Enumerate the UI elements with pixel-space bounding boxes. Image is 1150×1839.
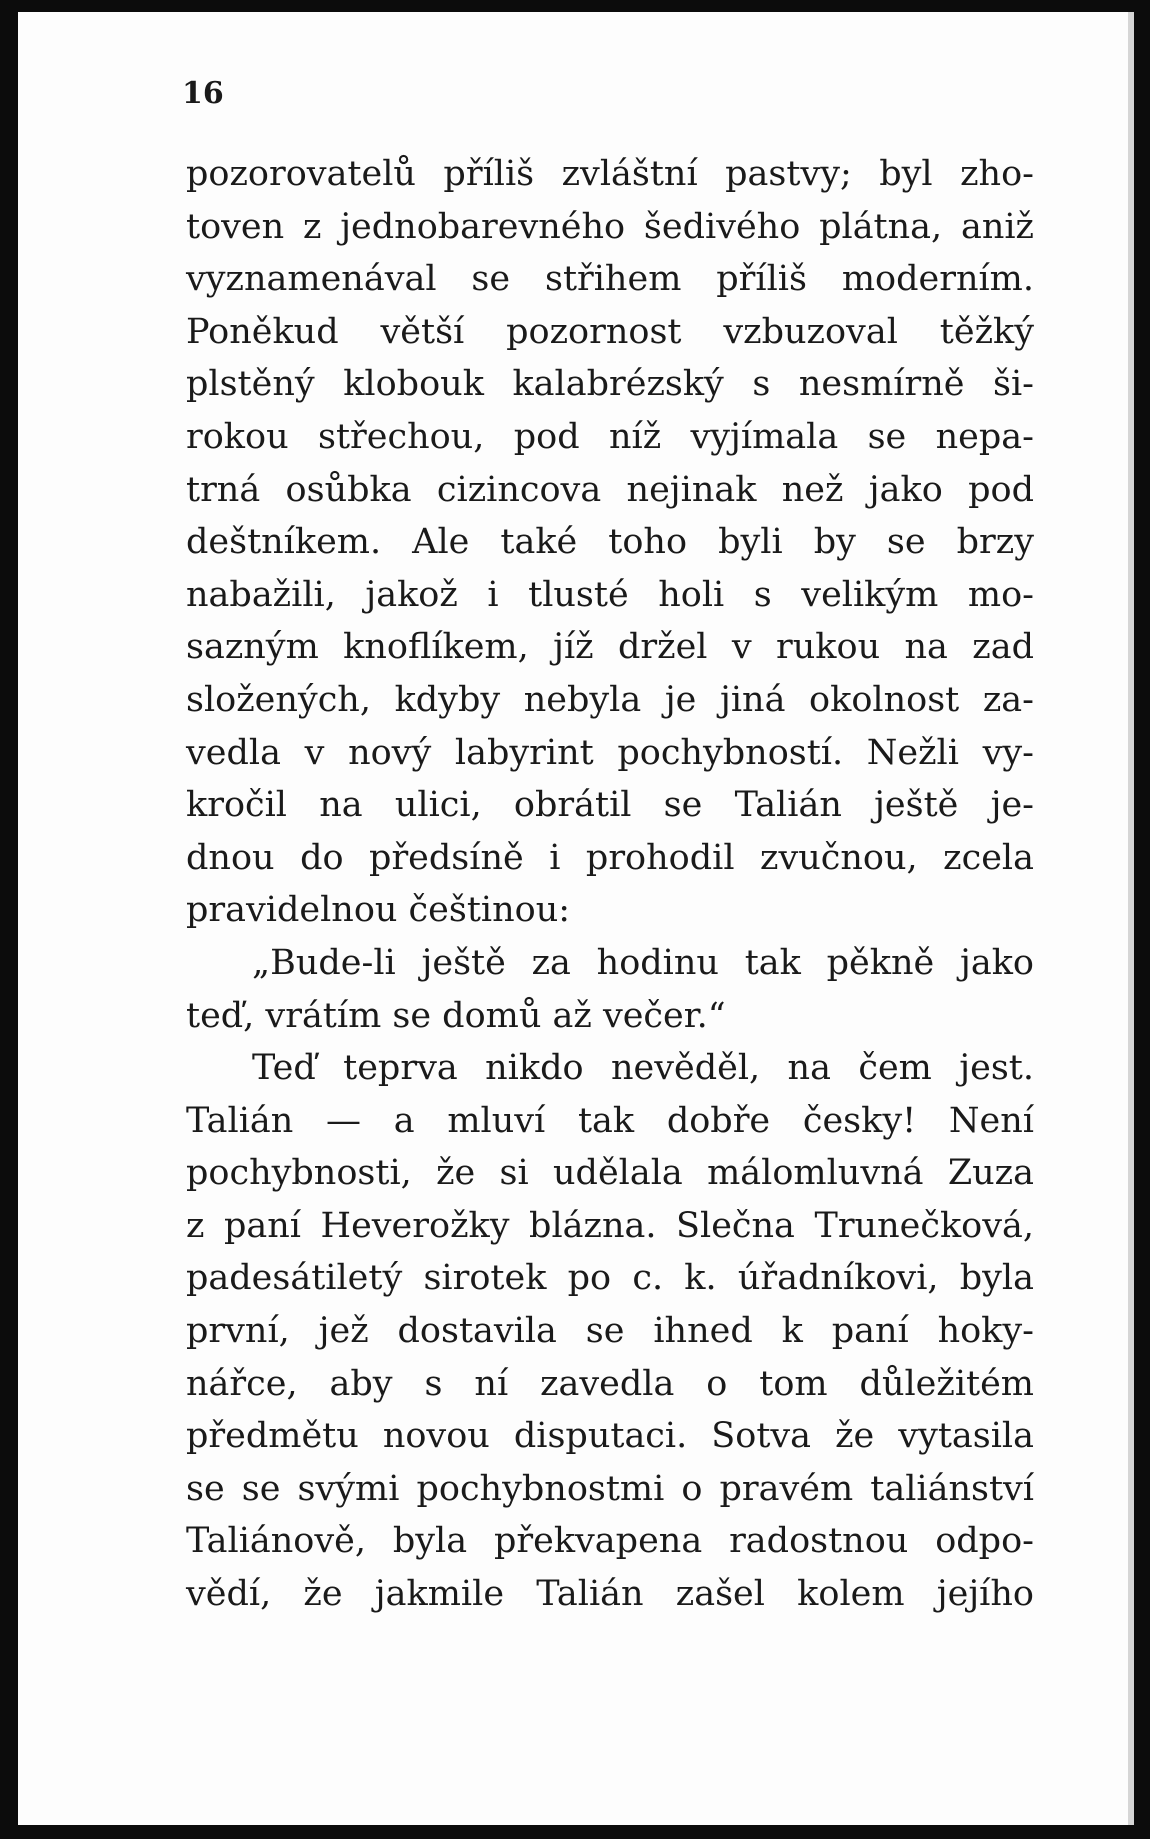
- text-line: kročil na ulici, obrátil se Talián ještě je-: [186, 785, 1034, 826]
- text-line: plstěný klobouk kalabrézský s nesmírně ši-: [186, 364, 1034, 405]
- text-line: vyznamenával se střihem příliš moderním.: [186, 259, 1034, 300]
- text-line: dnou do předsíně i prohodil zvučnou, zcela: [186, 837, 1034, 878]
- page-number: 16: [182, 76, 224, 111]
- text-line: se se svými pochybnostmi o pravém taliánství: [186, 1468, 1034, 1509]
- text-line: Talián — a mluví tak dobře česky! Není: [186, 1100, 1034, 1141]
- scan-edge-top: [0, 0, 1150, 12]
- text-line: složených, kdyby nebyla je jiná okolnost za-: [186, 679, 1034, 720]
- text-line: vedla v nový labyrint pochybností. Nežli vy-: [186, 732, 1034, 773]
- scan-edge-right: [1134, 0, 1150, 1839]
- text-line: první, jež dostavila se ihned k paní hoky-: [186, 1311, 1034, 1352]
- text-line: Poněkud větší pozornost vzbuzoval těžký: [186, 311, 1034, 352]
- page-gutter-shadow: [1128, 12, 1134, 1825]
- text-line: sazným knoflíkem, jíž držel v rukou na zad: [186, 627, 1034, 668]
- text-line: „Bude-li ještě za hodinu tak pěkně jako: [252, 942, 1034, 983]
- text-line: Teď teprva nikdo nevěděl, na čem jest.: [252, 1048, 1034, 1089]
- text-line: z paní Heverožky blázna. Slečna Trunečková,: [186, 1205, 1034, 1246]
- text-line: nabažili, jakož i tlusté holi s velikým mo-: [186, 574, 1034, 615]
- text-line: vědí, že jakmile Talián zašel kolem jejího: [186, 1574, 1034, 1615]
- text-line: předmětu novou disputaci. Sotva že vytasila: [186, 1416, 1034, 1457]
- text-line: trná osůbka cizincova nejinak než jako pod: [186, 469, 1034, 510]
- text-line: padesátiletý sirotek po c. k. úřadníkovi, byla: [186, 1258, 1034, 1299]
- scan-edge-left: [0, 0, 18, 1839]
- text-line: rokou střechou, pod níž vyjímala se nepa-: [186, 416, 1034, 457]
- scan-edge-bottom: [0, 1825, 1150, 1839]
- text-line: nářce, aby s ní zavedla o tom důležitém: [186, 1363, 1034, 1404]
- text-line: pozorovatelů příliš zvláštní pastvy; byl zho-: [186, 154, 1034, 194]
- text-line: teď, vrátím se domů až večer.“: [186, 995, 726, 1036]
- text-line: deštníkem. Ale také toho byli by se brzy: [186, 522, 1034, 563]
- text-line: pochybnosti, že si udělala málomluvná Zuza: [186, 1153, 1034, 1194]
- body-text: [186, 148, 1034, 1621]
- text-line: toven z jednobarevného šedivého plátna, aniž: [186, 206, 1034, 247]
- text-line: pravidelnou češtinou:: [186, 890, 571, 931]
- text-line: Taliánově, byla překvapena radostnou odpo-: [186, 1521, 1034, 1562]
